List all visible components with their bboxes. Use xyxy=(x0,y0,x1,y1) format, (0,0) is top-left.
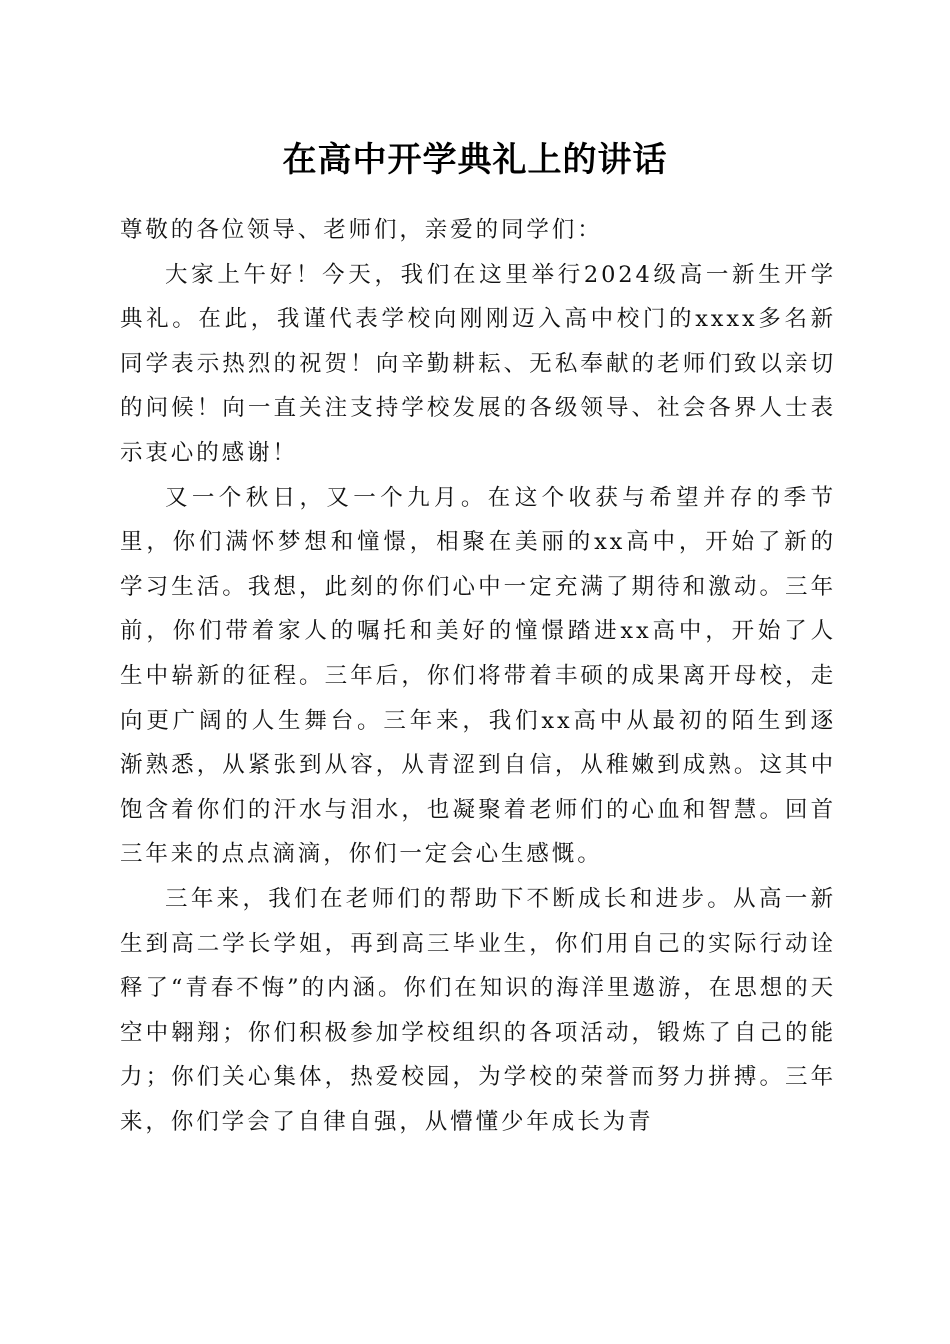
paragraph-2: 又一个秋日，又一个九月。在这个收获与希望并存的季节里，你们满怀梦想和憧憬，相聚在美丽的xx高中，开始了新的学习生活。我想，此刻的你们心中一定充满了期待和激动。三年前，你们带着家人的嘱托和美好的憧憬踏进xx高中，开始了人生中崭新的征程。三年后，你们将带着丰硕的成果离开母校，走向更广阔的人生舞台。三年来，我们xx高中从最初的陌生到逐渐熟悉，从紧张到从容，从青涩到自信，从稚嫩到成熟。这其中饱含着你们的汗水与泪水，也凝聚着老师们的心血和智慧。回首三年来的点点滴滴，你们一定会心生感慨。 xyxy=(120,484,836,868)
salutation: 尊敬的各位领导、老师们，亲爱的同学们： xyxy=(120,217,603,243)
paragraph-3: 三年来，我们在老师们的帮助下不断成长和进步。从高一新生到高二学长学姐，再到高三毕业生，你们用自己的实际行动诠释了“青春不悔”的内涵。你们在知识的海洋里遨游，在思想的天空中翱翔；你们积极参加学校组织的各项活动，锻炼了自己的能力；你们关心集体，热爱校园，为学校的荣誉而努力拼搏。三年来，你们学会了自律自强，从懵懂少年成长为青 xyxy=(120,885,836,1135)
document-title: 在高中开学典礼上的讲话 xyxy=(282,140,668,180)
paragraph-1: 大家上午好！今天，我们在这里举行2024级高一新生开学典礼。在此，我谨代表学校向刚刚迈入高中校门的xxxx多名新同学表示热烈的祝贺！向辛勤耕耘、无私奉献的老师们致以亲切的问候！向一直关注支持学校发展的各级领导、社会各界人士表示衷心的感谢！ xyxy=(120,261,836,466)
document-body xyxy=(120,208,836,1144)
